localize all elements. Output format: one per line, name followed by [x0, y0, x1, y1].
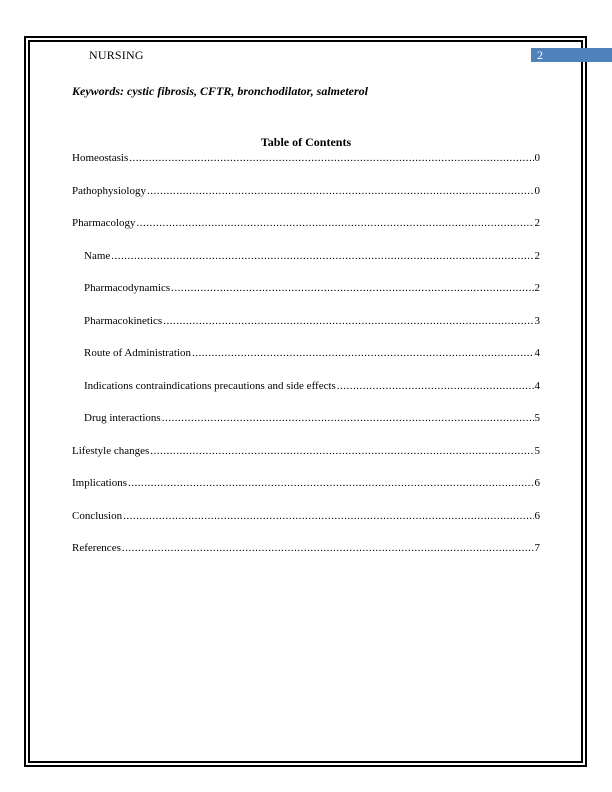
toc-leader-dots — [150, 444, 533, 458]
toc-leader-dots — [123, 509, 533, 523]
toc-entry-label: Homeostasis — [72, 152, 129, 164]
page-number-band — [531, 48, 612, 62]
toc-entry-page: 5 — [534, 412, 540, 424]
toc-entry-page: 7 — [534, 542, 540, 554]
toc-entry-pharmacokinetics[interactable] — [72, 314, 540, 328]
toc-leader-dots — [171, 281, 533, 295]
toc-entry-page: 4 — [534, 347, 540, 359]
toc-entry-label: Pharmacology — [72, 217, 136, 229]
toc-leader-dots — [111, 249, 533, 263]
toc-leader-dots — [147, 184, 534, 198]
toc-entry-implications[interactable] — [72, 476, 540, 490]
toc-entry-page: 2 — [534, 250, 540, 262]
toc-entry-label: Pathophysiology — [72, 185, 146, 197]
toc-heading: Table of Contents — [260, 135, 352, 149]
toc-entry-name[interactable] — [72, 249, 540, 263]
toc-entry-label: Name — [84, 250, 111, 262]
toc-entry-label: Drug interactions — [84, 412, 161, 424]
toc-entry-route-of-administration[interactable] — [72, 346, 540, 360]
toc-entry-label: Route of Administration — [84, 347, 191, 359]
toc-leader-dots — [163, 314, 533, 328]
toc-entry-label: Lifestyle changes — [72, 445, 150, 457]
toc-entry-lifestyle-changes[interactable] — [72, 444, 540, 458]
toc-entry-label: Implications — [72, 477, 127, 489]
toc-leader-dots — [128, 476, 534, 490]
toc-leader-dots — [137, 216, 534, 230]
toc-entry-label: Pharmacodynamics — [84, 282, 171, 294]
toc-entry-conclusion[interactable] — [72, 509, 540, 523]
toc-leader-dots — [122, 541, 534, 555]
toc-entry-page: 2 — [534, 217, 540, 229]
running-head: NURSING — [89, 48, 144, 62]
toc-entry-drug-interactions[interactable] — [72, 411, 540, 425]
toc-entry-page: 0 — [534, 185, 540, 197]
keywords-line: Keywords: cystic fibrosis, CFTR, bronchodilator, salmeterol — [72, 84, 369, 98]
toc-entry-pharmacodynamics[interactable] — [72, 281, 540, 295]
toc-entry-label: References — [72, 542, 121, 554]
toc-leader-dots — [192, 346, 534, 360]
toc-entry-page: 5 — [534, 445, 540, 457]
toc-entry-page: 3 — [534, 315, 540, 327]
toc-entry-pathophysiology[interactable] — [72, 184, 540, 198]
toc-entry-label: Indications contraindications precautions and side effects — [84, 380, 336, 392]
toc-leader-dots — [162, 411, 534, 425]
toc-entry-homeostasis[interactable] — [72, 151, 540, 165]
toc-entry-label: Pharmacokinetics — [84, 315, 163, 327]
page-number: 2 — [537, 48, 543, 62]
toc-entry-references[interactable] — [72, 541, 540, 555]
toc-entry-pharmacology[interactable] — [72, 216, 540, 230]
toc-entry-page: 6 — [534, 477, 540, 489]
toc-entry-page: 6 — [534, 510, 540, 522]
toc-entry-indications[interactable] — [72, 379, 540, 393]
toc-entry-page: 0 — [534, 152, 540, 164]
toc-entry-label: Conclusion — [72, 510, 123, 522]
toc-leader-dots — [337, 379, 534, 393]
toc-leader-dots — [129, 151, 533, 165]
toc-entry-page: 2 — [534, 282, 540, 294]
toc-entry-page: 4 — [534, 380, 540, 392]
